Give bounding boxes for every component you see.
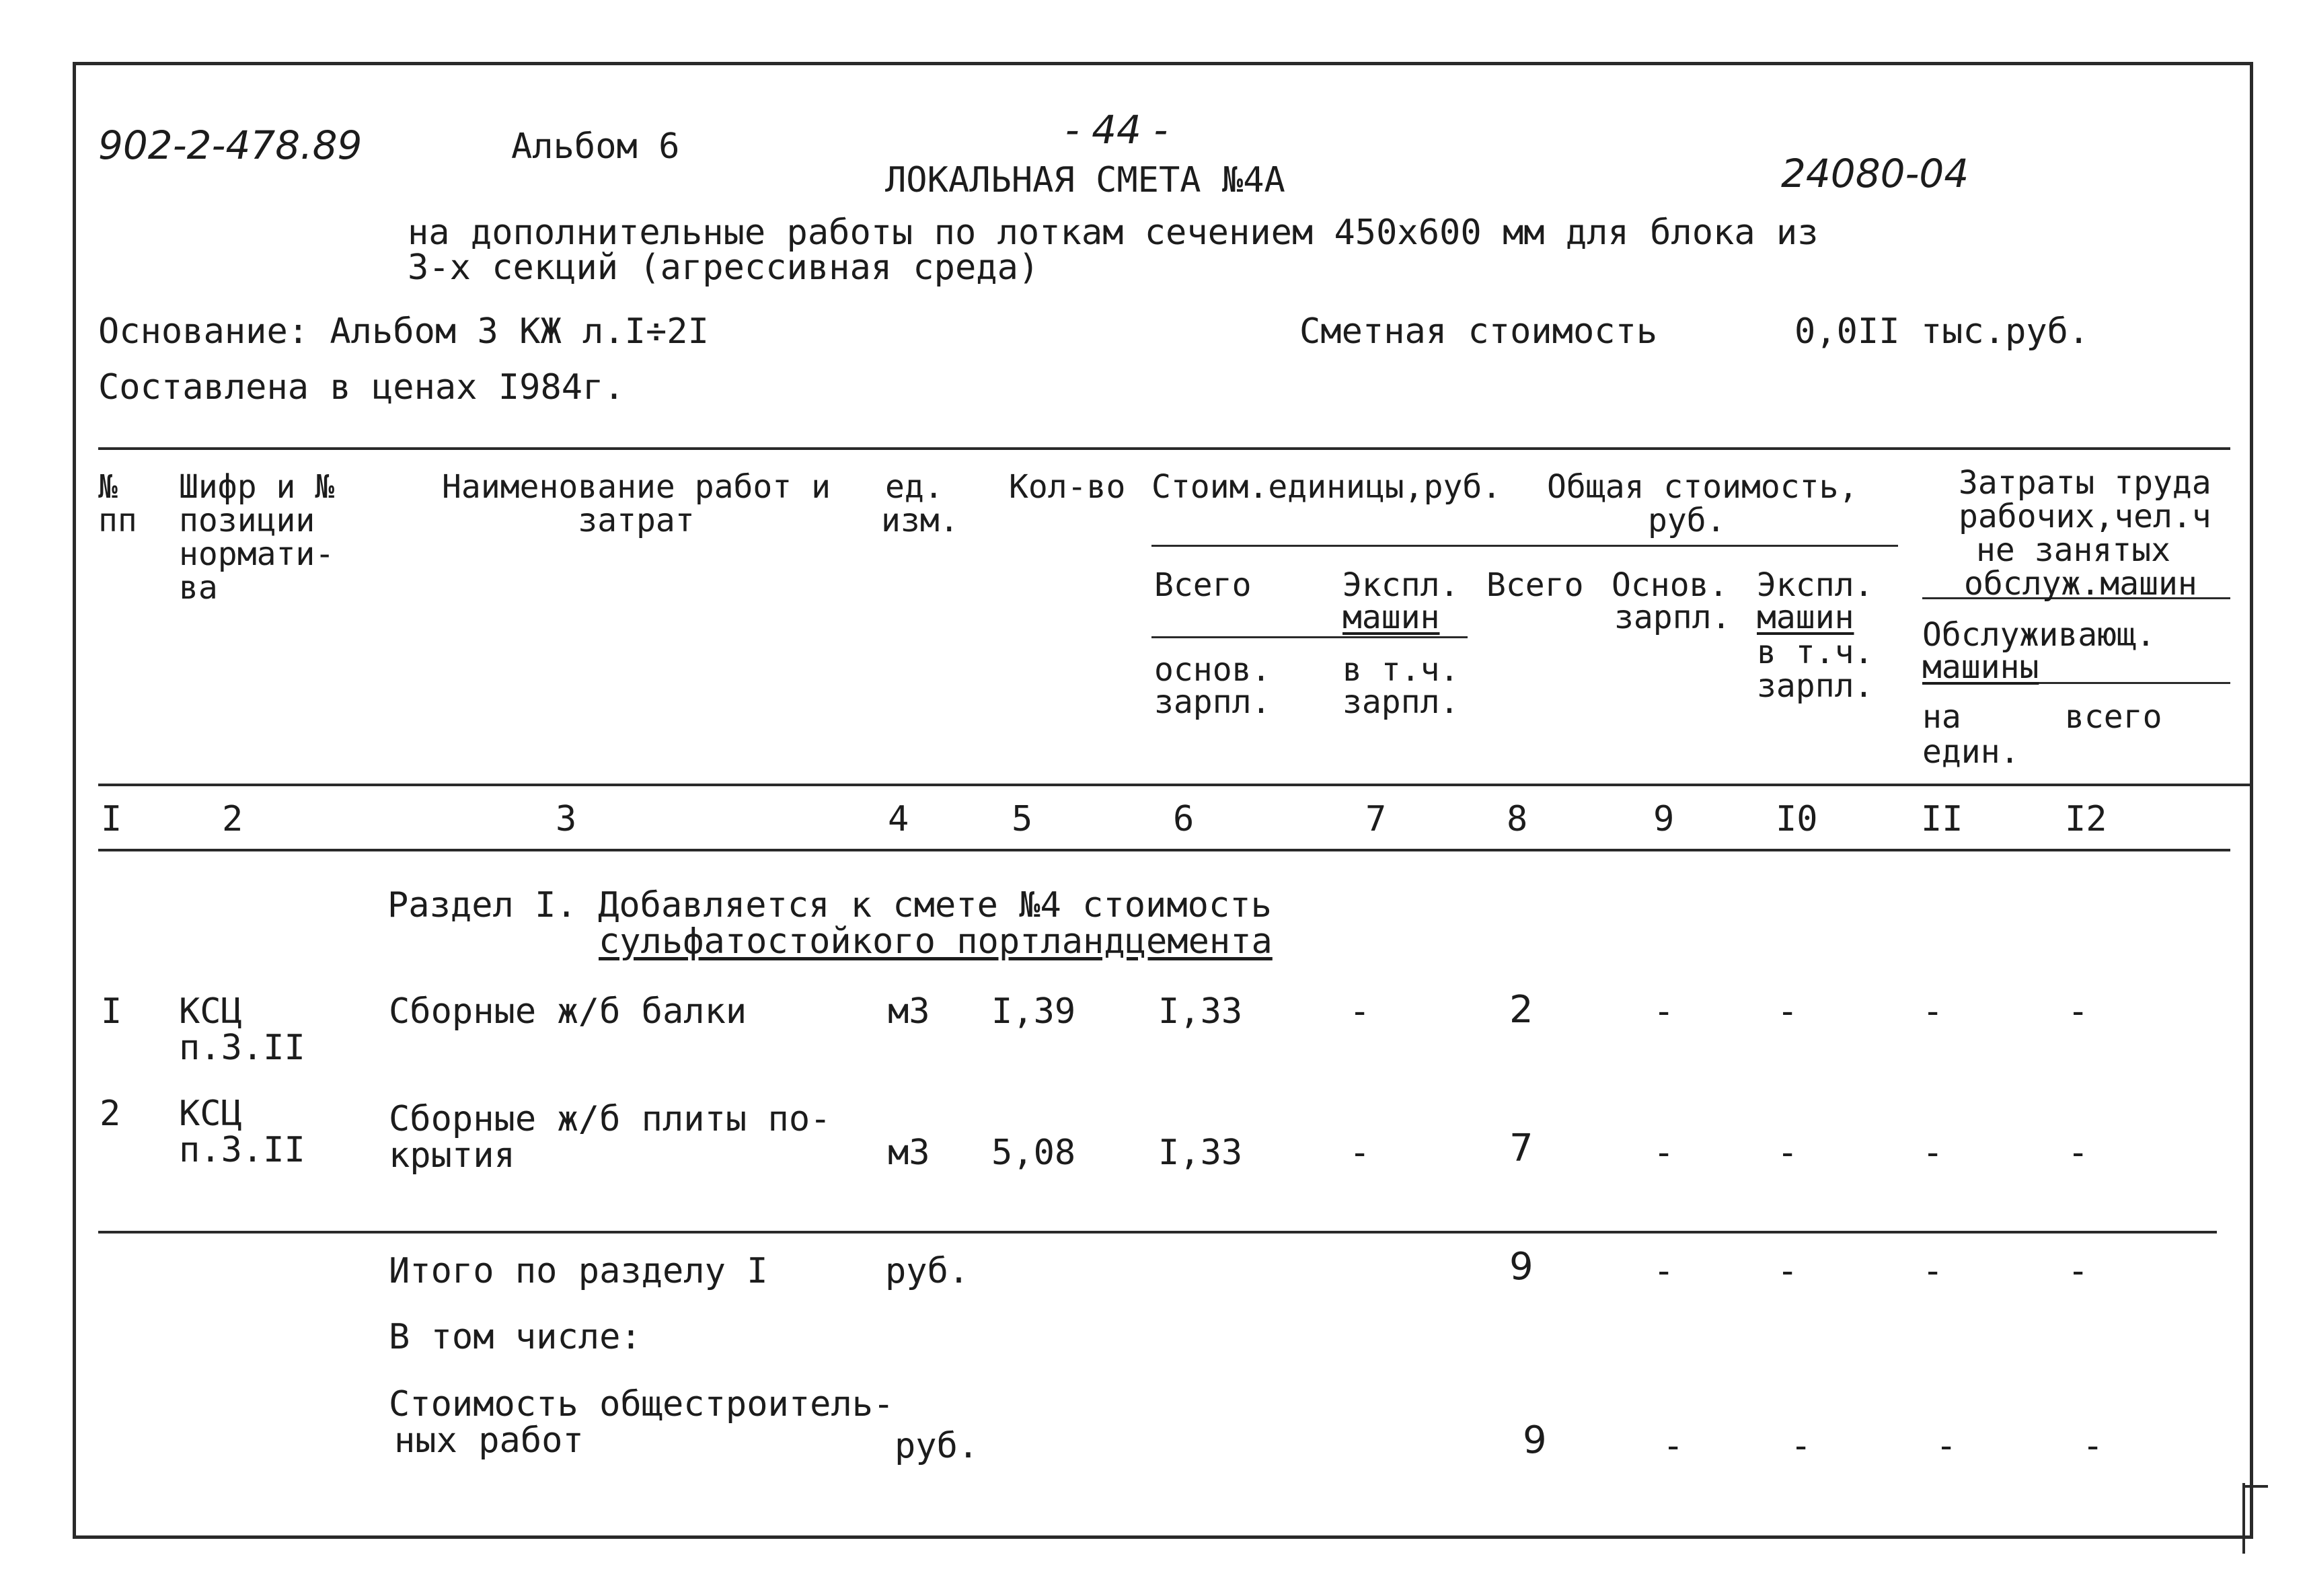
row-2-c8: 7: [1509, 1127, 1534, 1170]
col8-header: Всего: [1486, 566, 1584, 604]
row-2-name-1: Сборные ж/б плиты по-: [389, 1099, 831, 1139]
row-1-name: Сборные ж/б балки: [389, 991, 747, 1032]
row-1-c11: -: [1922, 991, 1944, 1032]
row-1-number: I: [101, 991, 122, 1032]
row-1-qty: I,39: [991, 991, 1076, 1032]
col-number-8: 8: [1507, 799, 1528, 839]
including-label: В том числе:: [389, 1317, 642, 1357]
general-works-c11: -: [1936, 1426, 1957, 1466]
row-2-qty: 5,08: [991, 1133, 1076, 1173]
general-works-c9: -: [1663, 1426, 1684, 1466]
section-total-c11: -: [1922, 1251, 1944, 1291]
labor-header-3: не занятых: [1976, 531, 2170, 569]
unit-cost-header: Стоим.единицы,руб.: [1151, 468, 1502, 506]
section-total-c10: -: [1777, 1251, 1799, 1291]
total-cost-header-1: Общая стоимость,: [1547, 468, 1858, 506]
labor-header-4: обслуж.машин: [1964, 565, 2197, 603]
unit-cost-split-rule: [1151, 636, 1468, 638]
per-unit-header-2: един.: [1922, 733, 2020, 771]
row-2-name-2: крытия: [389, 1135, 515, 1176]
col5-header: Кол-во: [1009, 468, 1126, 506]
row-2-c9: -: [1653, 1133, 1675, 1173]
col6-header-top: Всего: [1154, 566, 1252, 604]
row-1-c7: -: [1349, 991, 1371, 1032]
col-number-9: 9: [1653, 799, 1675, 839]
album-label: Альбом 6: [511, 126, 680, 167]
subject-line-2: 3-х секций (агрессивная среда): [408, 248, 1040, 288]
row-1-c9: -: [1653, 991, 1675, 1032]
col10-header-top-2: машин: [1757, 599, 1854, 636]
col-number-10: I0: [1776, 799, 1818, 839]
row-1-code-2: п.3.II: [179, 1028, 305, 1068]
section-total-rule: [98, 1231, 2217, 1233]
document-code: 902-2-478.89: [98, 122, 363, 168]
col-number-3: 3: [556, 799, 577, 839]
col-number-7: 7: [1365, 799, 1387, 839]
per-unit-header-1: на: [1922, 698, 1961, 736]
row-2-c12: -: [2068, 1133, 2089, 1173]
col-number-12: I2: [2065, 799, 2107, 839]
header-bottom-rule: [98, 784, 2250, 786]
col-number-5: 5: [1012, 799, 1033, 839]
col3-header-2: затрат: [578, 502, 695, 539]
section-title-line-1: Раздел I. Добавляется к смете №4 стоимость: [387, 885, 1272, 925]
col2-header-1: Шифр и №: [179, 468, 335, 506]
serving-header-1: Обслуживающ.: [1922, 616, 2156, 654]
estimate-title: ЛОКАЛЬНАЯ СМЕТА №4А: [885, 160, 1285, 200]
col7-header-top-2: машин: [1342, 599, 1440, 636]
col7-header-top-1: Экспл.: [1342, 566, 1460, 604]
row-2-code-2: п.3.II: [179, 1130, 305, 1170]
subject-line-1: на дополнительные работы по лоткам сечением 450х600 мм для блока из: [408, 213, 1819, 253]
row-1-code-1: КСЦ: [179, 991, 242, 1032]
basis-line: Основание: Альбом 3 КЖ л.I÷2I: [98, 311, 709, 352]
col4-header-2: изм.: [881, 502, 959, 539]
col2-header-3: нормати-: [179, 535, 335, 573]
row-1-c12: -: [2068, 991, 2089, 1032]
total-header: всего: [2065, 698, 2162, 736]
prices-note: Составлена в ценах I984г.: [98, 367, 625, 408]
col10-header-bottom-1: в т.ч.: [1757, 634, 1874, 671]
row-1-c6: I,33: [1158, 991, 1243, 1032]
row-2-number: 2: [100, 1094, 121, 1134]
col3-header-1: Наименование работ и: [442, 468, 831, 506]
general-works-label-2: ных работ: [394, 1420, 584, 1461]
estimate-code: 24080-04: [1781, 151, 1969, 196]
col9-header-2: зарпл.: [1614, 599, 1731, 636]
col1-header-2: пп: [98, 502, 137, 539]
frame-tick: [2242, 1483, 2245, 1554]
row-2-c7: -: [1349, 1133, 1371, 1173]
row-2-unit: м3: [888, 1133, 930, 1173]
cost-subheader-rule: [1151, 545, 1898, 547]
row-1-c10: -: [1777, 991, 1799, 1032]
column-numbers-rule: [98, 849, 2230, 851]
labor-header-2: рабочих,чел.ч: [1959, 498, 2211, 535]
col9-header-1: Основ.: [1612, 566, 1729, 604]
frame-tick-arm: [2244, 1485, 2268, 1488]
row-2-code-1: КСЦ: [179, 1094, 242, 1134]
serving-header-2: машины: [1922, 648, 2039, 686]
col10-header-bottom-2: зарпл.: [1757, 667, 1874, 705]
row-1-unit: м3: [888, 991, 930, 1032]
col2-header-4: ва: [179, 569, 218, 607]
section-total-unit: руб.: [885, 1251, 970, 1291]
section-total-c9: -: [1653, 1251, 1675, 1291]
page-number: - 44 -: [1065, 107, 1168, 153]
row-2-c10: -: [1777, 1133, 1799, 1173]
general-works-c12: -: [2082, 1426, 2104, 1466]
col7-header-bottom-1: в т.ч.: [1342, 651, 1460, 689]
section-title-line-2: сульфатостойкого портландцемента: [599, 921, 1273, 962]
cost-label: Сметная стоимость: [1299, 311, 1658, 352]
table-top-rule: [98, 447, 2230, 450]
col1-header-1: №: [98, 468, 118, 506]
labor-header-1: Затраты труда: [1959, 464, 2211, 502]
row-1-c8: 2: [1509, 988, 1534, 1032]
col-number-6: 6: [1173, 799, 1195, 839]
general-works-unit: руб.: [895, 1426, 979, 1466]
col6-header-bottom-2: зарпл.: [1154, 683, 1271, 721]
col-number-4: 4: [888, 799, 909, 839]
total-cost-header-2: руб.: [1648, 502, 1726, 539]
cost-value: 0,0II тыс.руб.: [1794, 311, 2090, 352]
row-2-c11: -: [1922, 1133, 1944, 1173]
col4-header-1: ед.: [885, 468, 944, 506]
col2-header-2: позиции: [179, 502, 315, 539]
section-total-c12: -: [2068, 1251, 2089, 1291]
general-works-label-1: Стоимость общестроитель-: [389, 1384, 895, 1424]
general-works-c10: -: [1790, 1426, 1812, 1466]
section-total-label: Итого по разделу I: [389, 1251, 768, 1291]
col6-header-bottom-1: основ.: [1154, 651, 1271, 689]
general-works-c8: 9: [1523, 1418, 1547, 1462]
row-2-c6: I,33: [1158, 1133, 1243, 1173]
col-number-11: II: [1921, 799, 1963, 839]
section-total-c8: 9: [1509, 1245, 1534, 1289]
col10-header-top-1: Экспл.: [1757, 566, 1874, 604]
col-number-2: 2: [222, 799, 243, 839]
col7-header-bottom-2: зарпл.: [1342, 683, 1460, 721]
col-number-1: I: [101, 799, 122, 839]
